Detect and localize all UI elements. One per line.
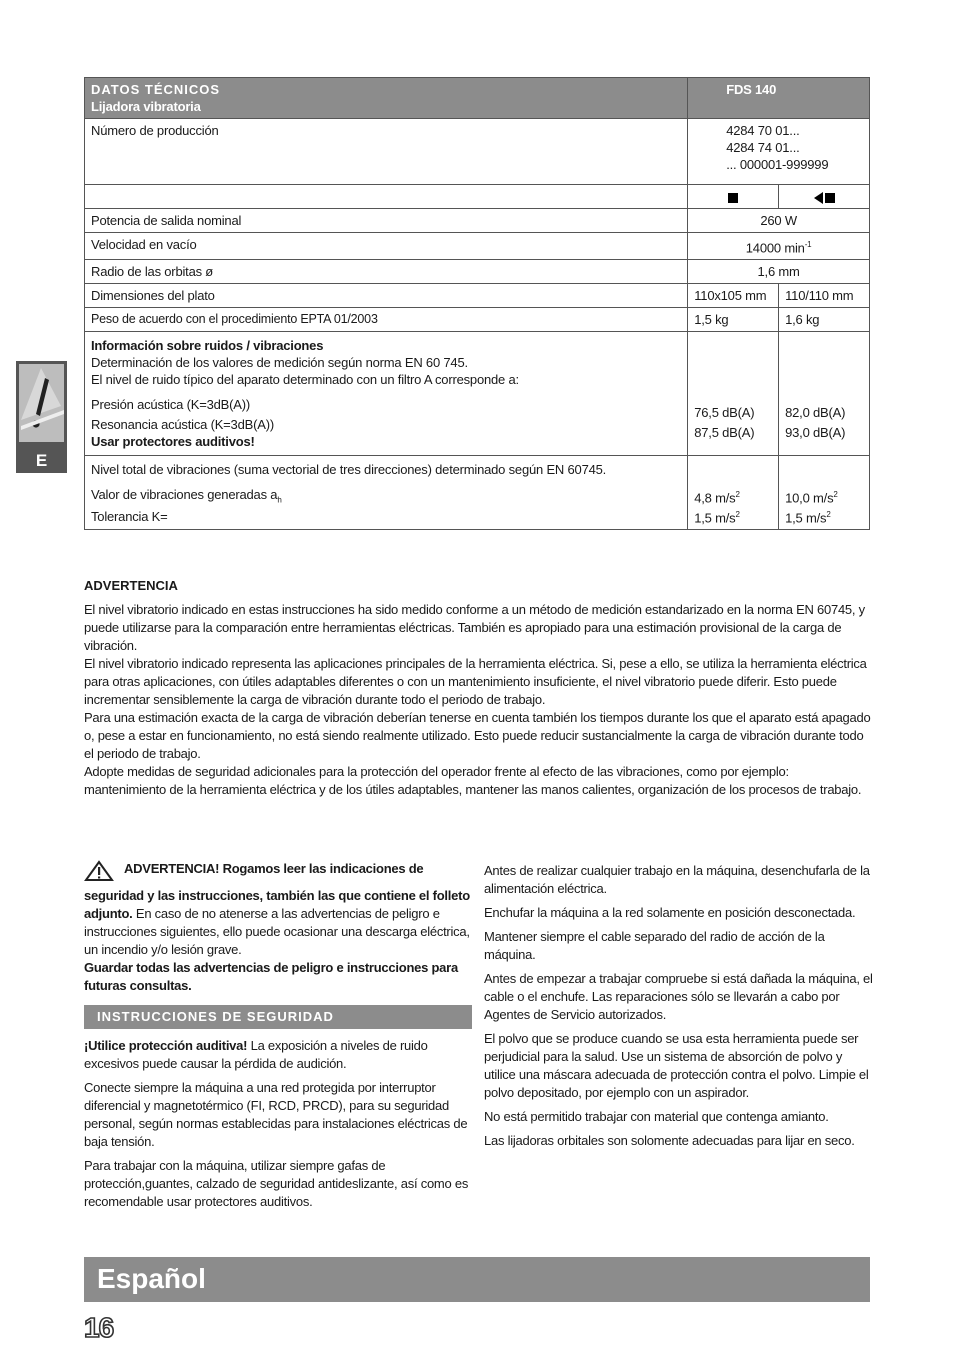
speed-unit-exponent: -1 xyxy=(804,240,812,249)
vibration-subscript: h xyxy=(277,495,282,505)
advertencia-paragraph: Adopte medidas de seguridad adicionales para la protección del operador frente al efecto de las vibraciones, como por ejemplo: mantenimiento de la herramienta eléctrica y de los útiles adaptables, mantener las manos calientes, organización de los procesos de trabajo. xyxy=(84,764,862,797)
tolerance-value-b-line xyxy=(785,507,863,526)
weight-value-a: 1,5 kg xyxy=(688,308,779,332)
noise-values-b xyxy=(779,332,870,456)
advertencia-paragraph: El nivel vibratorio indicado en estas instrucciones ha sido medido conforme a un método de medición estandarizado en la norma EN 60745, y puede utilizarse para la comparación entre herramientas eléctricas. También es apropiado para una estimación provisional de la carga de vibración. xyxy=(84,602,865,653)
vibration-value-b-line xyxy=(785,487,863,506)
resonance-value-b: 93,0 dB(A) xyxy=(785,425,846,441)
table-row xyxy=(85,209,870,233)
empty-cell xyxy=(85,185,688,209)
safety-paragraph: El polvo que se produce cuando se usa esta herramienta puede ser perjudicial para la salud. Use un sistema de absorción de polvo y utilice una máscara adecuada de protección contra el polvo. Limpie el polvo depositado, por ejemplo con un aspirador. xyxy=(484,1031,869,1100)
keep-instructions xyxy=(84,959,472,995)
speed-label: Velocidad en vacío xyxy=(85,233,688,260)
table-row xyxy=(85,119,870,185)
vibration-value-b: 10,0 m/s xyxy=(785,490,834,506)
vibration-title: Nivel total de vibraciones (suma vectorial de tres direcciones) determinado según EN 60745. xyxy=(91,462,607,478)
squared-exponent: 2 xyxy=(833,490,838,500)
advertencia-title: ADVERTENCIA xyxy=(84,578,178,593)
table-header-title-cell xyxy=(85,78,688,119)
vibration-value-a-line xyxy=(694,487,772,506)
squared-exponent: 2 xyxy=(735,490,740,500)
vibration-info-cell xyxy=(85,456,688,530)
pressure-value-a: 76,5 dB(A) xyxy=(694,405,755,421)
advertencia-paragraph: El nivel vibratorio indicado representa las aplicaciones principales de la herramienta eléctrica. Si, pese a ello, se utiliza la herramienta eléctrica para otras aplicaciones, con útiles adaptables diferentes o con un mantenimiento insuficiente, el nivel vibratorio puede diferir. Esto puede incrementar sensiblemente la carga de vibración durante todo el periodo de trabajo. xyxy=(84,656,867,707)
pressure-label: Presión acústica (K=3dB(A)) xyxy=(91,397,250,413)
weight-label: Peso de acuerdo con el procedimiento EPTA 01/2003 xyxy=(85,308,688,332)
language-title: Español xyxy=(97,1263,206,1294)
dust-symbol-cell xyxy=(779,185,870,209)
hearing-protection-text: La exposición a niveles de ruido excesivos puede causar la pérdida de audición. xyxy=(84,1038,428,1071)
safety-warning-text: En caso de no atenerse a las advertencias de peligro e instrucciones siguientes, ello puede ocasionar una descarga eléctrica, un incendio y/o lesión grave. xyxy=(84,906,470,957)
prod-label: Número de producción xyxy=(85,119,688,185)
vibration-tolerance-label: Tolerancia K= xyxy=(91,508,168,524)
table-row xyxy=(85,260,870,284)
vibration-value-label: Valor de vibraciones generadas a xyxy=(91,487,278,503)
plate-value-b: 110/110 mm xyxy=(779,284,870,308)
technical-data-table xyxy=(84,77,870,530)
orbit-value: 1,6 mm xyxy=(688,260,870,284)
noise-title: Información sobre ruidos / vibraciones xyxy=(91,338,324,354)
noise-info-cell xyxy=(85,332,688,456)
vibration-values-a xyxy=(688,456,779,530)
safety-warning-intro xyxy=(84,860,472,959)
safety-paragraph: Mantener siempre el cable separado del radio de acción de la máquina. xyxy=(484,929,825,962)
power-value: 260 W xyxy=(688,209,870,233)
weight-value-b: 1,6 kg xyxy=(779,308,870,332)
table-header-model xyxy=(688,78,870,119)
model-name: FDS 140 xyxy=(726,82,777,97)
table-row xyxy=(85,284,870,308)
advertencia-paragraph: Para una estimación exacta de la carga de vibración deberían tenerse en cuenta también los tiempos durante los que el aparato está apagado o, pese a estar en funcionamiento, no está siendo realmente utilizado. Esto puede reducir sustancialmente la carga de vibración durante todo el periodo de trabajo. xyxy=(84,710,871,761)
table-row xyxy=(85,308,870,332)
table-row xyxy=(85,233,870,260)
table-header-row xyxy=(85,78,870,119)
table-header-title: DATOS TÉCNICOS xyxy=(91,82,221,97)
language-footer-bar xyxy=(84,1257,870,1302)
safety-paragraph: Enchufar la máquina a la red solamente en posición desconectada. xyxy=(484,905,856,920)
safety-paragraph: No está permitido trabajar con material que contenga amianto. xyxy=(484,1109,829,1124)
plate-value-a: 110x105 mm xyxy=(688,284,779,308)
prod-number: 4284 70 01... xyxy=(726,123,800,138)
squared-exponent: 2 xyxy=(826,509,831,519)
orbit-label: Radio de las orbitas ø xyxy=(85,260,688,284)
power-label: Potencia de salida nominal xyxy=(85,209,688,233)
speed-value: 14000 min xyxy=(745,240,805,256)
left-column xyxy=(84,860,472,1217)
square-symbol-cell xyxy=(688,185,779,209)
safety-paragraph xyxy=(84,1037,472,1073)
safety-warning-bold: ADVERTENCIA! Rogamos leer las indicaciones de seguridad y las instrucciones, también las que contiene el folleto adjunto. xyxy=(84,861,470,921)
square-icon xyxy=(728,193,738,203)
plate-label: Dimensiones del plato xyxy=(85,284,688,308)
safety-paragraph: Antes de empezar a trabajar compruebe si está dañada la máquina, el cable o el enchufe. Las reparaciones sólo se llevarán a cabo por Agentes de Servicio autorizados. xyxy=(484,971,873,1022)
vibration-value-label-line xyxy=(91,487,681,509)
square-icon xyxy=(825,193,835,203)
prod-numbers xyxy=(688,119,870,185)
noise-line: El nivel de ruido típico del aparato determinado con un filtro A corresponde a: xyxy=(91,372,519,388)
page-number: 16 xyxy=(84,1312,114,1343)
tolerance-value-b: 1,5 m/s xyxy=(785,509,827,525)
noise-line: Determinación de los valores de medición según norma EN 60 745. xyxy=(91,355,468,371)
warning-triangle-icon xyxy=(84,860,114,887)
right-column xyxy=(484,862,874,1156)
protect-label: Usar protectores auditivos! xyxy=(91,434,255,450)
advertencia-body xyxy=(84,601,874,799)
safety-paragraph: Las lijadoras orbitales son solomente adecuadas para lijar en seco. xyxy=(484,1133,855,1148)
prod-number: 4284 74 01... xyxy=(726,140,800,155)
resonance-label: Resonancia acústica (K=3dB(A)) xyxy=(91,417,274,433)
safety-paragraph: Para trabajar con la máquina, utilizar siempre gafas de protección,guantes, calzado de seguridad antideslizante, así como es recomendable usar protectores auditivos. xyxy=(84,1158,469,1209)
safety-section-heading: INSTRUCCIONES DE SEGURIDAD xyxy=(84,1005,472,1029)
triangle-icon xyxy=(814,192,823,204)
language-letter: E xyxy=(35,451,48,470)
tolerance-value-a-line xyxy=(694,507,772,526)
pressure-value-b: 82,0 dB(A) xyxy=(785,405,846,421)
resonance-value-a: 87,5 dB(A) xyxy=(694,425,755,441)
tolerance-value-a: 1,5 m/s xyxy=(694,509,736,525)
vibration-value-a: 4,8 m/s xyxy=(694,490,736,506)
vibration-values-b xyxy=(779,456,870,530)
safety-paragraph: Antes de realizar cualquier trabajo en la máquina, desenchufarla de la alimentación eléctrica. xyxy=(484,863,870,896)
hearing-protection-bold: ¡Utilice protección auditiva! xyxy=(84,1038,248,1053)
safety-paragraph: Conecte siempre la máquina a una red protegida por interruptor diferencial y magnetotérmico (FI, RCD, PRCD), para su seguridad personal, según normas establecidas para instalaciones eléctricas de baja tensión. xyxy=(84,1080,468,1149)
prod-number: ... 000001-999999 xyxy=(726,157,829,172)
noise-values-a xyxy=(688,332,779,456)
table-row xyxy=(85,456,870,530)
speed-value-cell xyxy=(688,233,870,260)
squared-exponent: 2 xyxy=(735,509,740,519)
table-header-subtitle: Lijadora vibratoria xyxy=(91,99,201,114)
table-row xyxy=(85,332,870,456)
keep-instructions-bold: Guardar todas las advertencias de peligro e instrucciones para futuras consultas. xyxy=(84,960,458,993)
warning-icon xyxy=(19,364,64,442)
table-row xyxy=(85,185,870,209)
language-side-tab xyxy=(16,361,67,473)
